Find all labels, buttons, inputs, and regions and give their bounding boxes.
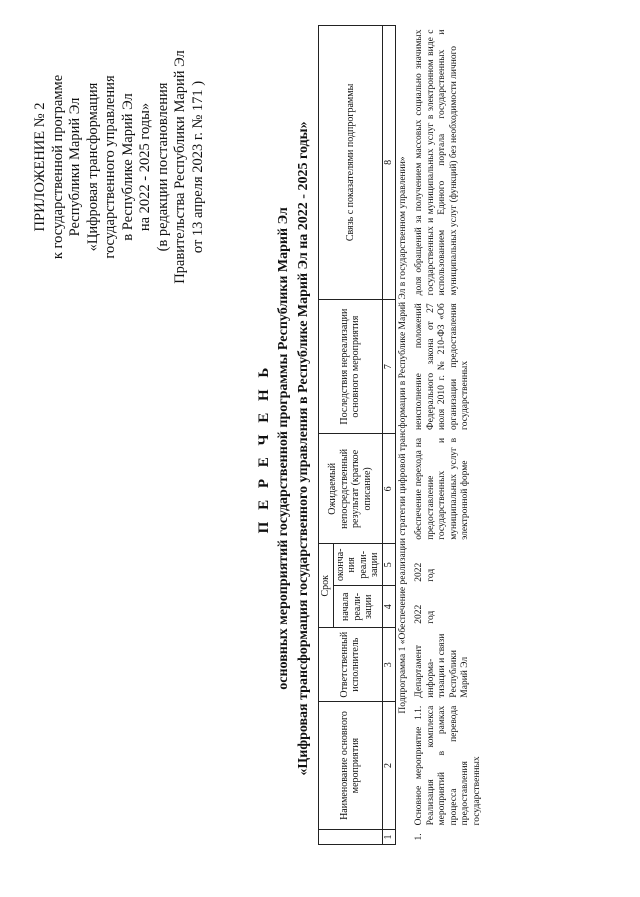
subprogram-row xyxy=(395,26,411,845)
document-subtitle-program: «Цифровая трансформация государственного управления в Республике Марий Эл на 2022 - 2025 годы» xyxy=(296,121,311,776)
column-number: 5 xyxy=(382,544,395,586)
appendix-line: Республики Марий Эл xyxy=(67,97,83,237)
header-cell: Наименование основного мероприятия xyxy=(319,702,383,830)
header-cell: Ответственный исполнитель xyxy=(319,628,383,702)
start-year: 2022 год xyxy=(414,604,436,624)
column-number: 2 xyxy=(382,702,395,830)
subprogram-title: Подпрограмма 1 «Обеспечение реализации стратегии цифровой трансформации в Республике Марий Эл в государственном управлении» xyxy=(397,156,408,714)
column-number: 4 xyxy=(382,586,395,628)
consequence: неисполнение положений Федерального закона от 27 июля 2010 г. № 210-ФЗ «Об организации предоставления государственных xyxy=(414,303,470,430)
header-cell: Срок xyxy=(319,544,334,628)
appendix-line: ПРИЛОЖЕНИЕ № 2 xyxy=(32,102,48,232)
column-number: 8 xyxy=(382,26,395,300)
appendix-line: от 13 апреля 2023 г. № 171 ) xyxy=(189,80,206,254)
appendix-line: Правительства Республики Марий Эл xyxy=(172,50,188,284)
column-number: 7 xyxy=(382,299,395,434)
column-number: 1 xyxy=(382,829,395,844)
measures-table xyxy=(318,25,486,845)
measure-name: Основное мероприятие 1.1. Реализация комплекса мероприятий в рамках процесса перевода предоставления государственных xyxy=(414,705,482,826)
appendix-line: к государственной программе xyxy=(49,74,66,260)
header-cell xyxy=(319,829,383,844)
document-heading: П Е Р Е Ч Е Н Ь xyxy=(256,363,272,534)
appendix-line: в Республике Марий Эл xyxy=(119,93,136,241)
header-cell: Ожидаемый непосредственный результат (краткое описание) xyxy=(319,434,383,544)
appendix-line: «Цифровая трансформация xyxy=(84,82,101,252)
table-header-row xyxy=(319,26,334,845)
expected-result: обеспечение перехода на предоставление государственных и муниципальных услуг в электронной форме xyxy=(414,437,470,540)
executor: Департамент информа-тизации и связи Республики Марий Эл xyxy=(414,633,470,698)
appendix-block xyxy=(32,37,207,297)
header-cell: начала реали-зации xyxy=(333,586,382,628)
appendix-line: государственного управления xyxy=(102,75,118,259)
column-number-row xyxy=(382,26,395,845)
row-number: 1. xyxy=(414,833,424,841)
table-row xyxy=(411,26,486,845)
appendix-line: (в редакции постановления xyxy=(154,82,171,252)
end-year: 2022 год xyxy=(414,562,436,582)
header-cell: оконча-ния реали-зации xyxy=(333,544,382,586)
document-subtitle: основных мероприятий государственной программы Республики Марий Эл xyxy=(276,207,291,690)
appendix-line: на 2022 - 2025 годы» xyxy=(137,102,153,232)
column-number: 3 xyxy=(382,628,395,702)
column-number: 6 xyxy=(382,434,395,544)
header-cell: Последствия нереализации основного мероприятия xyxy=(319,299,383,434)
header-cell: Связь с показателями подпрограммы xyxy=(319,26,383,300)
indicator-link: доля обращений за получением массовых социально значимых государственных и муниципальных услуг в электронном виде с использованием Единого портала государственных и муниципальных услуг (функций) без необходимости личного xyxy=(414,29,459,296)
